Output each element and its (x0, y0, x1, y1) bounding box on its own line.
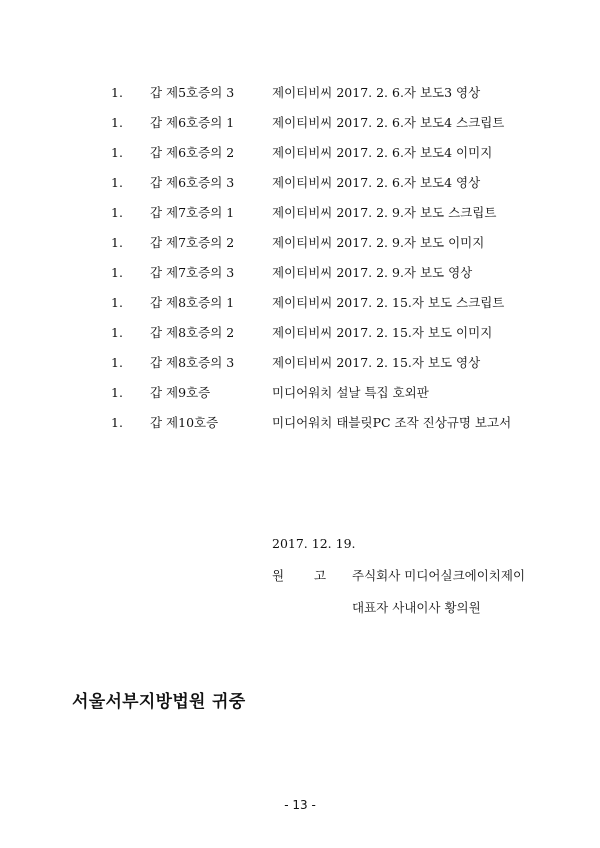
evidence-row (0, 348, 600, 378)
evidence-description: 제이티비씨 2017. 2. 15.자 보도 영상 (272, 355, 481, 370)
evidence-number: 1. (111, 385, 123, 400)
evidence-description: 제이티비씨 2017. 2. 15.자 보도 이미지 (272, 325, 493, 340)
evidence-description: 제이티비씨 2017. 2. 15.자 보도 스크립트 (272, 295, 505, 310)
evidence-id: 갑 제6호증의 3 (150, 175, 235, 190)
evidence-number: 1. (111, 415, 123, 430)
evidence-row (0, 138, 600, 168)
representative: 대표자 사내이사 황의원 (352, 600, 481, 615)
evidence-description: 제이티비씨 2017. 2. 9.자 보도 스크립트 (272, 205, 497, 220)
evidence-number: 1. (111, 235, 123, 250)
evidence-row (0, 378, 600, 408)
filing-date: 2017. 12. 19. (272, 536, 356, 551)
evidence-number: 1. (111, 145, 123, 160)
evidence-id: 갑 제7호증의 3 (150, 265, 235, 280)
evidence-number: 1. (111, 115, 123, 130)
evidence-description: 제이티비씨 2017. 2. 6.자 보도4 이미지 (272, 145, 493, 160)
evidence-id: 갑 제5호증의 3 (150, 85, 235, 100)
evidence-id: 갑 제10호증 (150, 415, 219, 430)
evidence-number: 1. (111, 85, 123, 100)
evidence-row (0, 228, 600, 258)
evidence-description: 제이티비씨 2017. 2. 9.자 보도 이미지 (272, 235, 485, 250)
evidence-id: 갑 제6호증의 1 (150, 115, 235, 130)
plaintiff-label-char: 원 (272, 568, 285, 583)
evidence-row (0, 168, 600, 198)
evidence-id: 갑 제9호증 (150, 385, 211, 400)
evidence-row (0, 108, 600, 138)
evidence-row (0, 408, 600, 438)
evidence-row (0, 318, 600, 348)
evidence-description: 제이티비씨 2017. 2. 6.자 보도3 영상 (272, 85, 481, 100)
evidence-number: 1. (111, 295, 123, 310)
plaintiff-name: 주식회사 미디어실크에이치제이 (352, 568, 526, 583)
evidence-id: 갑 제6호증의 2 (150, 145, 235, 160)
evidence-list (0, 78, 600, 438)
evidence-number: 1. (111, 265, 123, 280)
page-number: - 13 - (284, 798, 316, 812)
evidence-row (0, 198, 600, 228)
evidence-row (0, 78, 600, 108)
evidence-description: 제이티비씨 2017. 2. 6.자 보도4 영상 (272, 175, 481, 190)
evidence-id: 갑 제8호증의 3 (150, 355, 235, 370)
evidence-number: 1. (111, 205, 123, 220)
evidence-number: 1. (111, 325, 123, 340)
evidence-id: 갑 제8호증의 2 (150, 325, 235, 340)
plaintiff-label-char: 고 (314, 568, 327, 583)
evidence-id: 갑 제8호증의 1 (150, 295, 235, 310)
evidence-number: 1. (111, 355, 123, 370)
evidence-row (0, 258, 600, 288)
evidence-id: 갑 제7호증의 1 (150, 205, 235, 220)
evidence-description: 미디어워치 설날 특집 호외판 (272, 385, 429, 400)
evidence-row (0, 288, 600, 318)
court-addressee: 서울서부지방법원 귀중 (72, 692, 246, 712)
evidence-description: 제이티비씨 2017. 2. 9.자 보도 영상 (272, 265, 473, 280)
evidence-description: 제이티비씨 2017. 2. 6.자 보도4 스크립트 (272, 115, 505, 130)
evidence-number: 1. (111, 175, 123, 190)
evidence-id: 갑 제7호증의 2 (150, 235, 235, 250)
evidence-description: 미디어워치 태블릿PC 조작 진상규명 보고서 (272, 415, 512, 430)
